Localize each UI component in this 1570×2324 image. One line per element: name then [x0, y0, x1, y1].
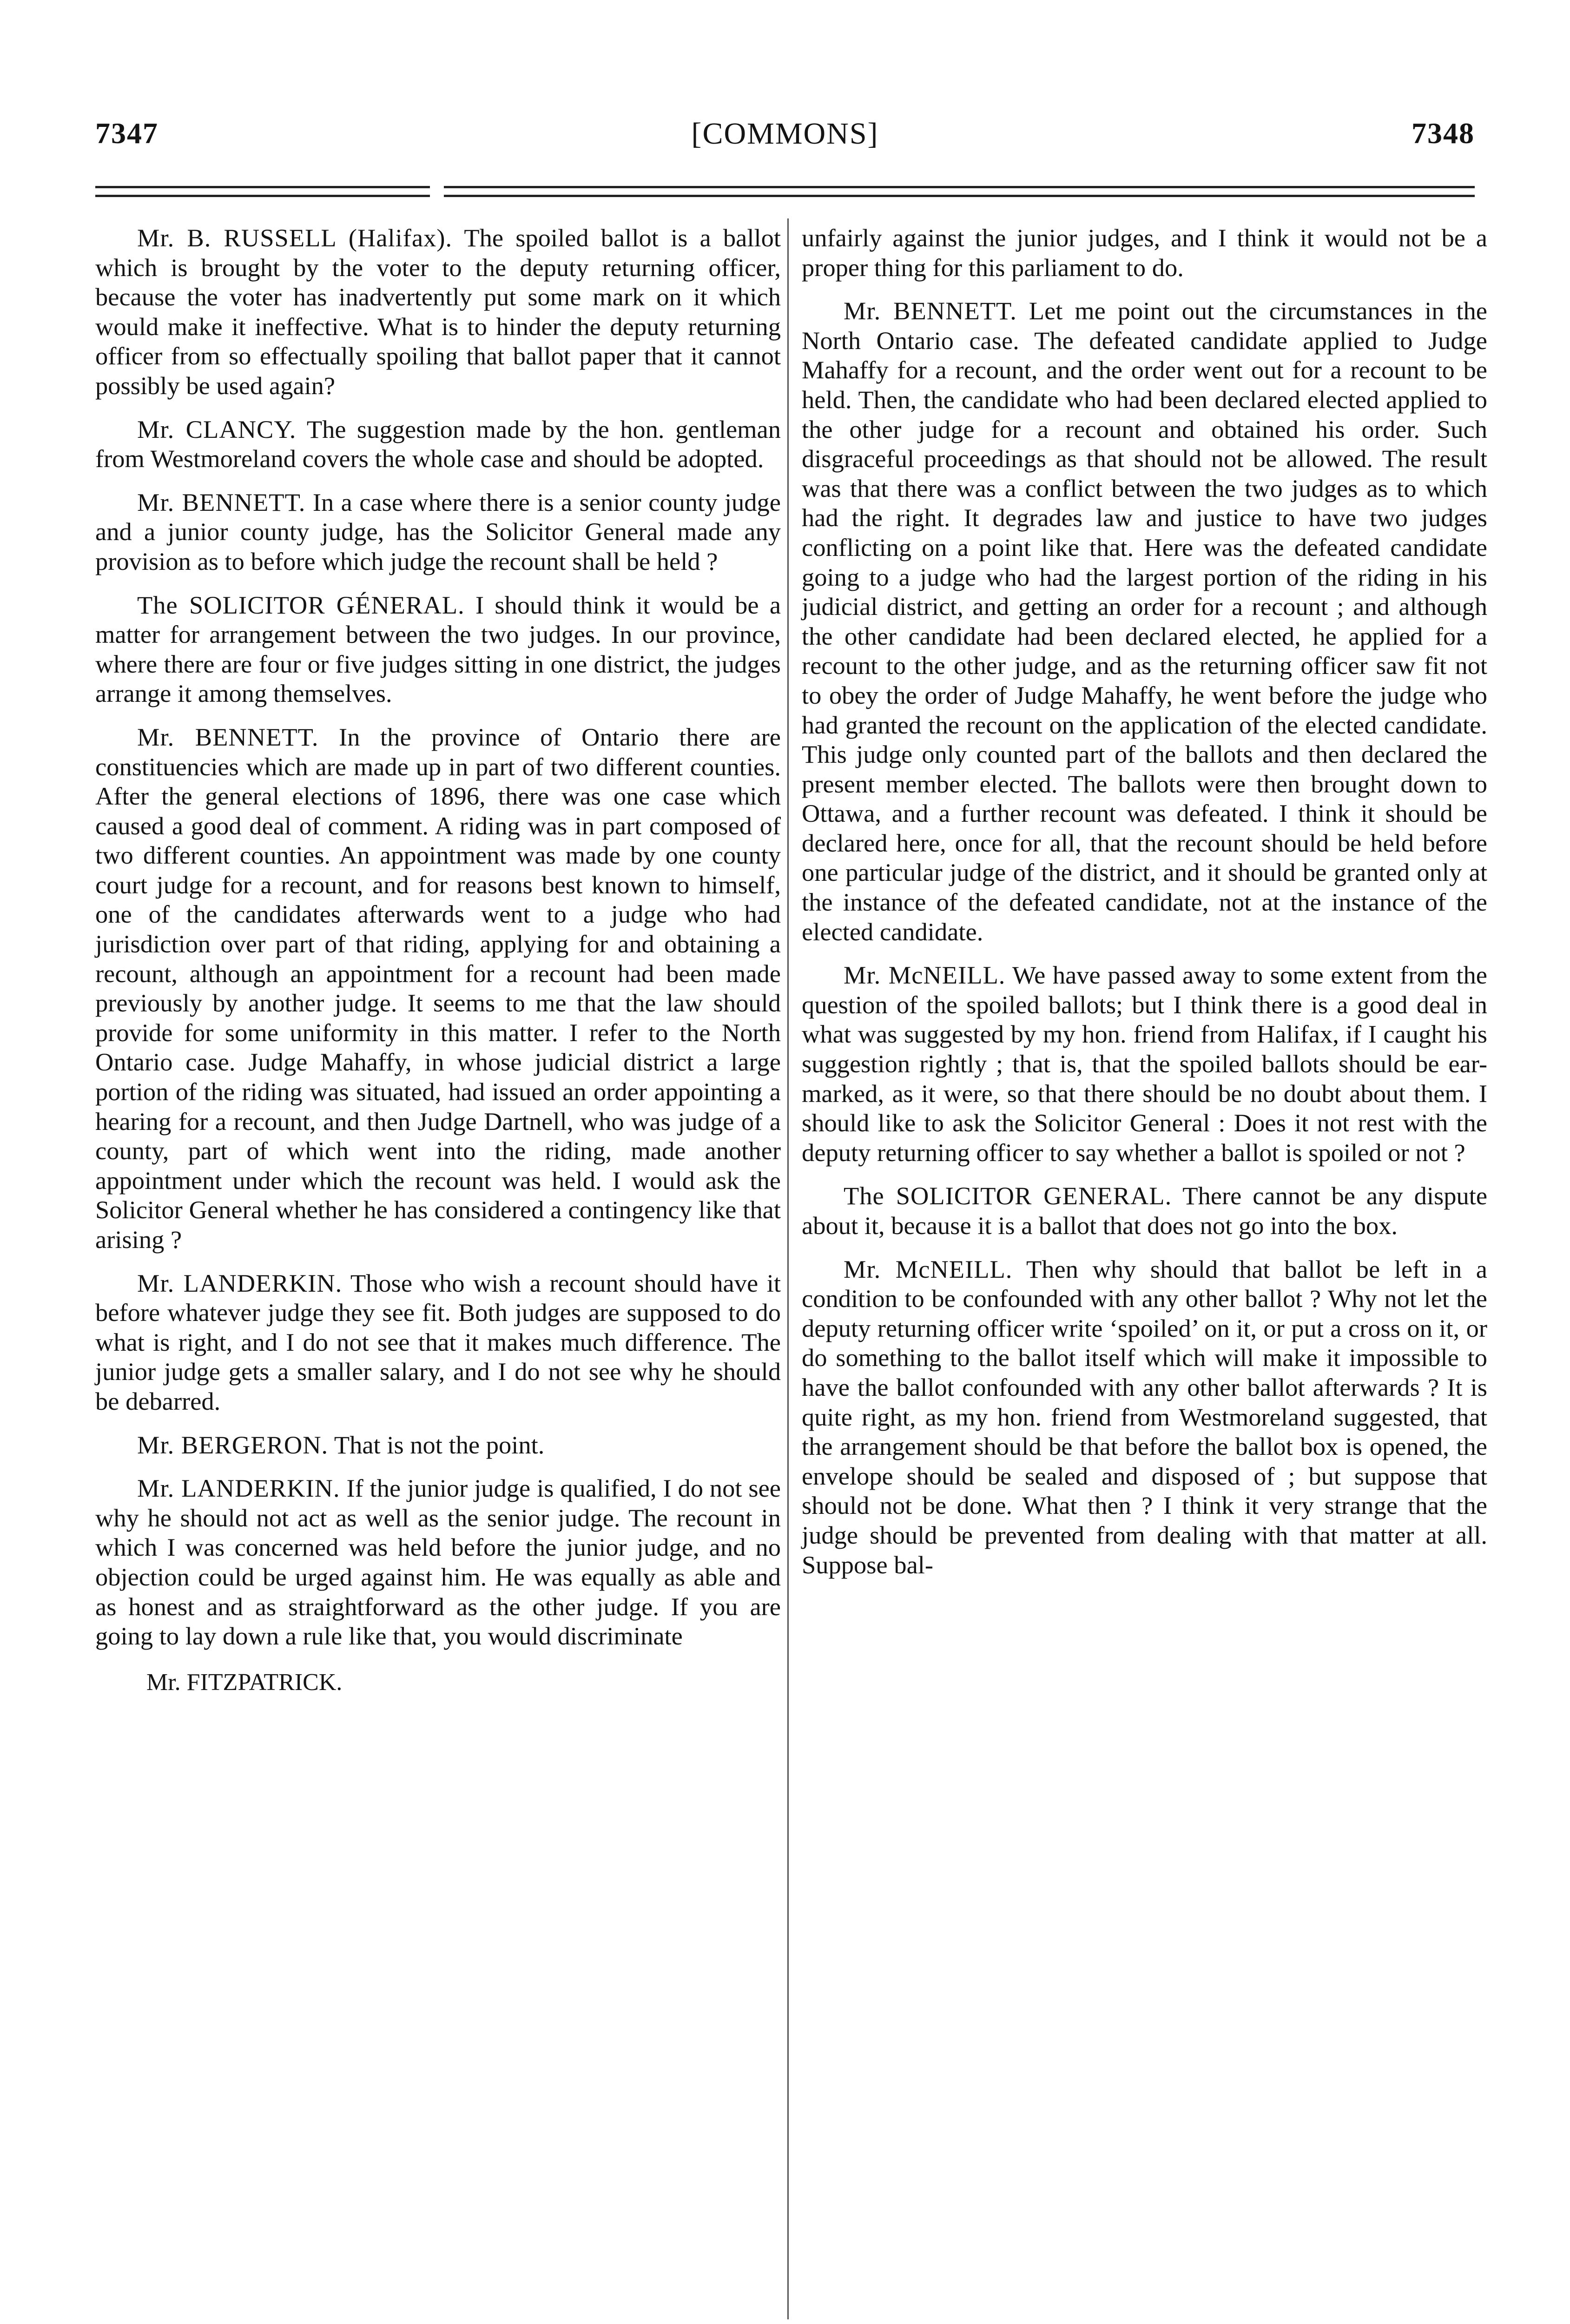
page-title: [COMMONS] — [691, 117, 879, 151]
speaker-name: Mr. B. RUSSELL (Halifax). — [137, 224, 453, 252]
paragraph — [802, 1181, 1487, 1240]
paragraph — [802, 296, 1487, 946]
speaker-name: Mr. LANDERKIN. — [137, 1268, 343, 1297]
paragraph-text: The suggestion made by the hon. gentleman from Westmoreland covers the whole case and should be adopted. — [95, 415, 781, 473]
speaker-name: Mr. McNEILL. — [844, 961, 1006, 990]
paragraph-text: There cannot be any dispute about it, because it is a ballot that does not go into the box. — [802, 1182, 1488, 1240]
header-rule-right — [444, 186, 1475, 197]
paragraph — [95, 488, 781, 576]
paragraph-text: If the junior judge is qualified, I do not see why he should not act as well as the senior judge. The recount in which I was concerned was held before the junior judge, and no objection could be urged against him. He was equally as able and as honest and as straightforward as the other judge. If you are going to lay down a rule like that, you would discriminate — [95, 1474, 781, 1651]
paragraph-text: The spoiled ballot is a ballot which is brought by the voter to the deputy returning officer, because the voter has inadvertently put some mark on it which would make it ineffective. What is to hinder the deputy returning officer from so effectually spoiling that ballot paper that it cannot possibly be used again? — [95, 224, 781, 400]
speaker-name: Mr. BENNETT. — [137, 488, 306, 516]
paragraph — [95, 1430, 781, 1460]
page-header — [95, 116, 1475, 158]
page-number-right: 7348 — [1412, 117, 1475, 150]
paragraph-text: I should think it would be a matter for arrangement between the two judges. In our province, where there are four or five judges sitting in one district, the judges arrange it among themselves. — [95, 590, 781, 708]
paragraph — [802, 1254, 1487, 1580]
paragraph — [95, 415, 781, 474]
speaker-name: The SOLICITOR GENERAL. — [844, 1182, 1172, 1210]
paragraph-text: Let me point out the circumstances in the North Ontario case. The defeated candidate applied to Judge Mahaffy for a recount, and the order went out for a recount to be held. Then, the candidate who had been declared elected applied to the other judge for a recount and obtained his order. Such disgraceful proceedings as that should not be allowed. The result was that there was a conflict between the two judges as to which had the right. It degrades law and justice to have two judges conflicting on a point like that. Here was the defeated candidate going to a judge who had the largest portion of the riding in his judicial district, and getting an order for a recount ; and although the other candidate had been declared elected, he applied for a recount to the other judge, and as the returning officer saw fit not to obey the order of Judge Mahaffy, he went before the judge who had granted the recount on the application of the elected candidate. This judge only counted part of the ballots and then declared the present member elected. The ballots were then brought down to Ottawa, and a further recount was defeated. I think it should be declared here, once for all, that the recount should be held before one particular judge of the district, and it should be granted only at the instance of the defeated candidate, not at the instance of the elected candidate. — [802, 297, 1487, 946]
speaker-name: Mr. LANDERKIN. — [137, 1474, 340, 1503]
paragraph — [95, 590, 781, 708]
paragraph-continued — [802, 223, 1487, 282]
right-column — [802, 223, 1487, 1593]
left-column — [95, 223, 781, 1697]
column-divider — [787, 218, 789, 2319]
paragraph-text: In the province of Ontario there are constituencies which are made up in part of two different counties. After the general elections of 1896, there was one case which caused a good deal of comment. A riding was in part composed of two different counties. An appointment was made by one county court judge for a recount, and for reasons best known to himself, one of the candidates afterwards went to a judge who had jurisdiction over part of that riding, applying for and obtaining a recount, although an appointment for a recount had been made previously by another judge. It seems to me that the law should provide for some uniformity in this matter. I refer to the North Ontario case. Judge Mahaffy, in whose judicial district a large portion of the riding was situated, had issued an order appointing a hearing for a recount, and then Judge Dartnell, who was judge of a county, part of which went into the riding, made another appointment under which the recount was held. I would ask the Solicitor General whether he has considered a contingency like that arising ? — [95, 722, 781, 1254]
page-number-left: 7347 — [95, 117, 158, 150]
paragraph-text: That is not the point. — [334, 1430, 545, 1459]
speaker-name: Mr. BERGERON. — [137, 1430, 329, 1459]
header-rule-left — [95, 186, 430, 197]
speaker-name: Mr. BENNETT. — [137, 722, 319, 751]
paragraph-text: Those who wish a recount should have it before whatever judge they see fit. Both judges are supposed to do what is right, and I do not see that it makes much difference. The junior judge gets a smaller salary, and I do not see why he should be debarred. — [95, 1268, 781, 1415]
paragraph — [95, 1268, 781, 1416]
paragraph-text: We have passed away to some extent from the question of the spoiled ballots; but I think there is a good deal in what was suggested by my hon. friend from Halifax, if I caught his suggestion rightly ; that is, that the spoiled ballots should be ear-marked, as it were, so that there should be no doubt about them. I should like to ask the Solicitor General : Does it not rest with the deputy returning officer to say whether a ballot is spoiled or not ? — [802, 961, 1487, 1167]
paragraph-text: unfairly against the junior judges, and I think it would not be a proper thing for this parliament to do. — [802, 224, 1487, 282]
speaker-name: The SOLICITOR GÉNERAL. — [137, 590, 465, 619]
paragraph — [802, 960, 1487, 1167]
paragraph-text: In a case where there is a senior county judge and a junior county judge, has the Solicitor General made any provision as to before which judge the recount shall be held ? — [95, 488, 781, 575]
speaker-name: Mr. BENNETT. — [844, 297, 1017, 325]
footer-speaker-name: Mr. FITZPATRICK. — [146, 1669, 343, 1696]
speaker-name: Mr. McNEILL. — [844, 1254, 1013, 1283]
paragraph — [95, 1473, 781, 1651]
paragraph-text: Then why should that ballot be left in a condition to be confounded with any other ballot ? Why not let the deputy returning officer write ‘spoiled’ on it, or put a cross on it, or do something to the ballot itself which will make it impossible to have the ballot confounded with any other ballot afterwards ? It is quite right, as my hon. friend from Westmoreland suggested, that the arrangement should be that before the ballot box is opened, the envelope should be sealed and disposed of ; but suppose that should not be done. What then ? I think it very strange that the judge should be prevented from dealing with that matter at all. Suppose bal- — [802, 1254, 1487, 1579]
paragraph — [95, 722, 781, 1254]
speaker-name: Mr. CLANCY. — [137, 415, 297, 443]
paragraph — [95, 223, 781, 401]
